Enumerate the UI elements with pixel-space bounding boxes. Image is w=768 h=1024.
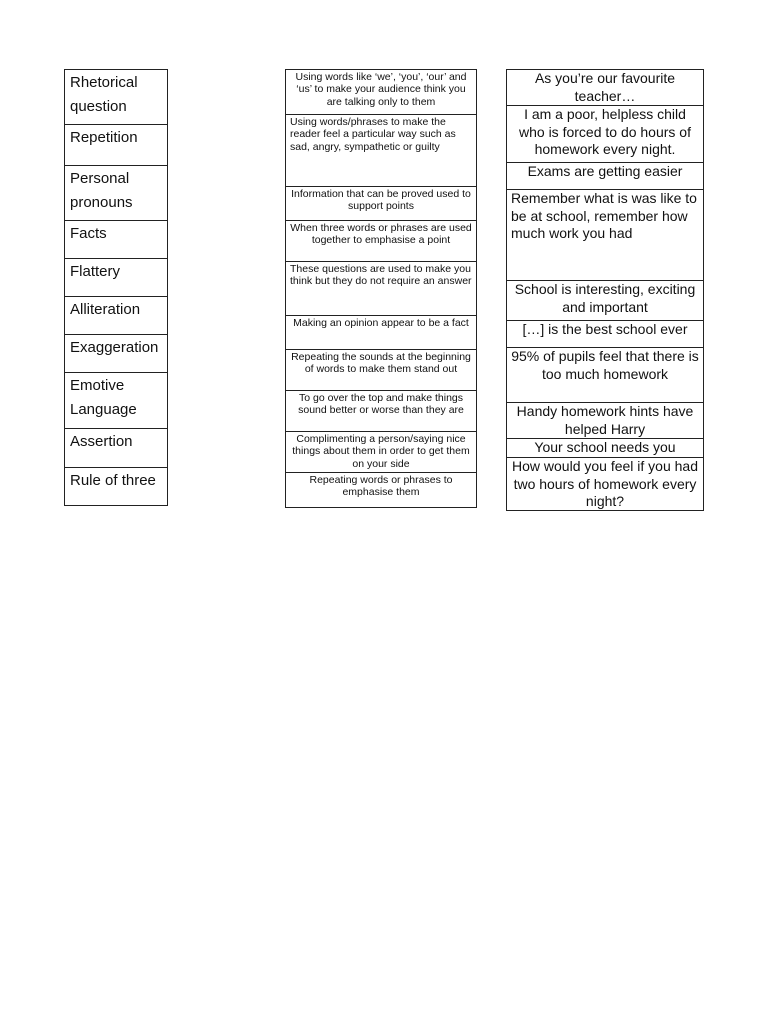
example-card: 95% of pupils feel that there is too much homework — [506, 347, 704, 403]
definition-card: Complimenting a person/saying nice things about them in order to get them on your side — [285, 431, 477, 473]
definition-card: Information that can be proved used to support points — [285, 186, 477, 221]
definition-card: Repeating words or phrases to emphasise them — [285, 472, 477, 508]
term-card: Assertion — [64, 428, 168, 468]
term-card: Repetition — [64, 124, 168, 166]
definition-card: Using words like ‘we’, ‘you’, ‘our’ and ‘us’ to make your audience think you are talking only to them — [285, 69, 477, 115]
example-card: As you’re our favourite teacher… — [506, 69, 704, 106]
example-card: Remember what is was like to be at school, remember how much work you had — [506, 189, 704, 281]
example-card: I am a poor, helpless child who is forced to do hours of homework every night. — [506, 105, 704, 163]
definition-card: Making an opinion appear to be a fact — [285, 315, 477, 350]
example-card: […] is the best school ever — [506, 320, 704, 348]
example-card: How would you feel if you had two hours of homework every night? — [506, 457, 704, 511]
term-card: Emotive Language — [64, 372, 168, 429]
term-card: Facts — [64, 220, 168, 259]
term-card: Rhetorical question — [64, 69, 168, 125]
example-card: Handy homework hints have helped Harry — [506, 402, 704, 439]
definition-card: When three words or phrases are used together to emphasise a point — [285, 220, 477, 262]
definition-card: Repeating the sounds at the beginning of words to make them stand out — [285, 349, 477, 391]
term-card: Exaggeration — [64, 334, 168, 373]
definition-card: These questions are used to make you think but they do not require an answer — [285, 261, 477, 316]
term-card: Rule of three — [64, 467, 168, 506]
example-card: Exams are getting easier — [506, 162, 704, 190]
term-card: Flattery — [64, 258, 168, 297]
example-card: School is interesting, exciting and important — [506, 280, 704, 321]
definition-card: To go over the top and make things sound better or worse than they are — [285, 390, 477, 432]
example-card: Your school needs you — [506, 438, 704, 458]
definition-card: Using words/phrases to make the reader feel a particular way such as sad, angry, sympathetic or guilty — [285, 114, 477, 187]
term-card: Personal pronouns — [64, 165, 168, 221]
term-card: Alliteration — [64, 296, 168, 335]
